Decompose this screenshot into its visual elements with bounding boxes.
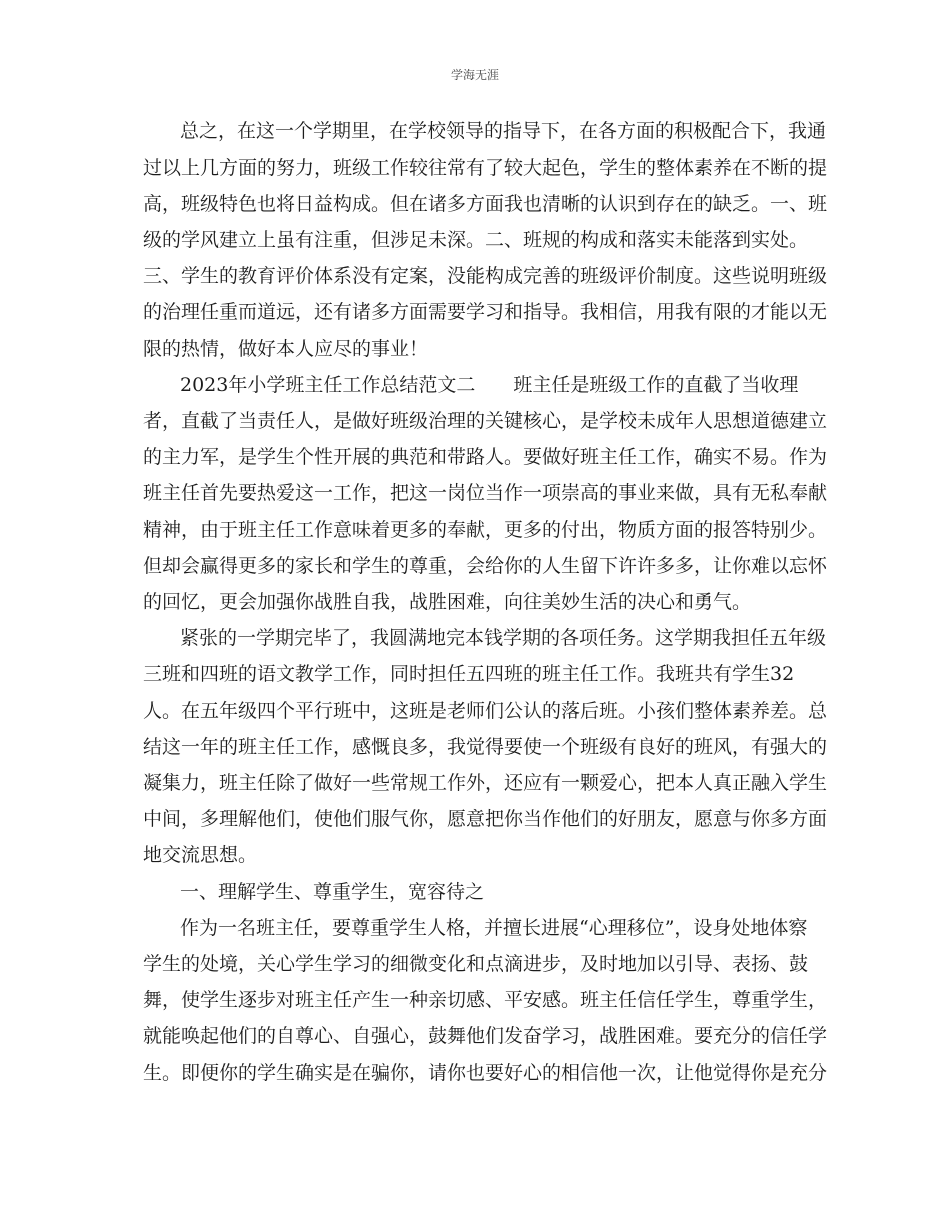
text-line: 作为一名班主任，要尊重学生人格，并擅长进展“心理移位”，设身处地体察 [180,917,808,939]
text-line: 结这一年的班主任工作，感慨良多，我觉得要使一个班级有良好的班风，有强大的 [143,736,828,758]
text-line: 三、学生的教育评价体系没有定案，没能构成完善的班级评价制度。这些说明班级 [143,265,828,287]
text-line: 精神，由于班主任工作意味着更多的奉献，更多的付出，物质方面的报答特别少。 [143,519,828,541]
text-line: 但却会赢得更多的家长和学生的尊重，会给你的人生留下许许多多，让你难以忘怀 [143,555,828,577]
text-line: 紧张的一学期完毕了，我圆满地完本钱学期的各项任务。这学期我担任五年级 [180,627,827,649]
text-line: 地交流思想。 [143,844,258,866]
text-line: 人。在五年级四个平行班中，这班是老师们公认的落后班。小孩们整体素养差。总 [143,700,828,722]
text-line: 的回忆，更会加强你战胜自我，战胜困难，向往美妙生活的决心和勇气。 [143,591,752,613]
text-line: 总之，在这一个学期里，在学校领导的指导下，在各方面的积极配合下，我通 [180,120,827,142]
text-line: 的治理任重而道远，还有诸多方面需要学习和指导。我相信，用我有限的才能以无 [143,301,828,323]
text-line: 中间，多理解他们，使他们服气你，愿意把你当作他们的好朋友，愿意与你多方面 [143,808,828,830]
text-line: 生。即便你的学生确实是在骗你，请你也要好心的相信他一次，让他觉得你是充分 [143,1062,828,1084]
text-line: 舞，使学生逐步对班主任产生一种亲切感、平安感。班主任信任学生，尊重学生， [143,989,828,1011]
text-line: 限的热情，做好本人应尽的事业！ [143,338,429,360]
text-line: 级的学风建立上虽有注重，但涉足未深。二、班规的构成和落实未能落到实处。 [143,229,809,251]
text-line: 的主力军，是学生个性开展的典范和带路人。要做好班主任工作，确实不易。作为 [143,446,828,468]
text-line: 三班和四班的语文教学工作，同时担任五四班的班主任工作。我班共有学生32 [143,663,795,685]
page-header: 学海无涯 [450,68,499,82]
text-line: 过以上几方面的努力，班级工作较往常有了较大起色，学生的整体素养在不断的提 [143,157,828,179]
text-line: 就能唤起他们的自尊心、自强心，鼓舞他们发奋学习，战胜困难。要充分的信任学 [143,1025,828,1047]
text-line: 凝集力，班主任除了做好一些常规工作外，还应有一颗爱心，把本人真正融入学生 [143,772,828,794]
text-line: 班主任首先要热爱这一工作，把这一岗位当作一项崇高的事业来做，具有无私奉献 [143,482,828,504]
text-line: 学生的处境，关心学生学习的细微变化和点滴进步，及时地加以引导、表扬、鼓 [143,953,809,975]
text-line: 2023年小学班主任工作总结范文二 班主任是班级工作的直截了当收理 [180,374,799,396]
text-line: 高，班级特色也将日益构成。但在诸多方面我也清晰的认识到存在的缺乏。一、班 [143,193,828,215]
section-heading: 一、理解学生、尊重学生，宽容待之 [180,881,485,903]
text-line: 者，直截了当责任人，是做好班级治理的关键核心，是学校未成年人思想道德建立 [143,410,828,432]
